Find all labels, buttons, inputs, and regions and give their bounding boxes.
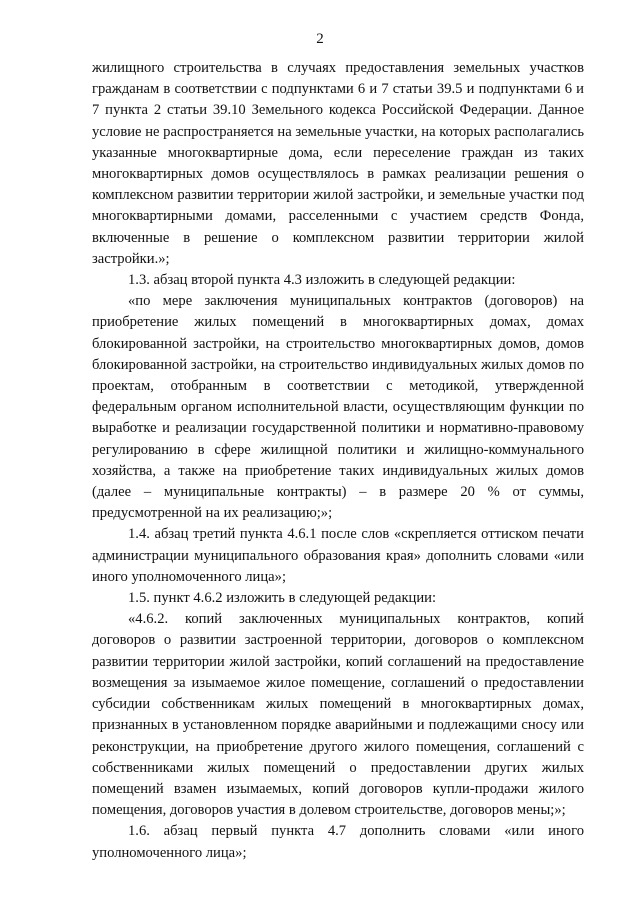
paragraph-continuation: жилищного строительства в случаях предоставления земельных участков гражданам в соответствии с подпунктами 6 и 7 статьи 39.5 и подпунктами 6 и 7 пункта 2 статьи 39.10 Земельного кодекса Российской Федерации. Данное условие не распространяется на земельные участки, на которых располагались указанные многоквартирные дома, если переселение граждан из таких многоквартирных домов осуществлялось в рамках реализации решения о комплексном развитии территории жилой застройки, и земельные участки под многоквартирными домами, расселенными с участием средств Фонда, включенные в решение о комплексном развитии территории жилой застройки.»; [92, 60, 584, 267]
document-body [92, 58, 584, 864]
paragraph-item-1-3: 1.3. абзац второй пункта 4.3 изложить в следующей редакции: [128, 272, 516, 289]
paragraph-item-1-5: 1.5. пункт 4.6.2 изложить в следующей редакции: [128, 590, 437, 607]
paragraph-quote-4-6-2: «4.6.2. копий заключенных муниципальных контрактов, копий договоров о развитии застроенной территории, договоров о комплексном развитии территории жилой застройки, копий соглашений на предоставление возмещения за изымаемое жилое помещение, соглашений о предоставлении субсидии собственникам жилых помещений в многоквартирных домах, признанных в установленном порядке аварийными и подлежащими сносу или реконструкции, на приобретение другого жилого помещения, соглашений с собственниками жилых помещений о предоставлении других жилых помещений взамен изымаемых, копий договоров купли-продажи жилого помещения, договоров участия в долевом строительстве, договоров мены;»; [92, 611, 584, 819]
page-number: 2 [316, 31, 324, 47]
paragraph-item-1-6: 1.6. абзац первый пункта 4.7 дополнить словами «или иного уполномоченного лица»; [92, 823, 584, 861]
paragraph-quote-4-3: «по мере заключения муниципальных контрактов (договоров) на приобретение жилых помещений в многоквартирных домах, домах блокированной застройки, на строительство многоквартирных домов, домов блокированной застройки, на строительство индивидуальных жилых домов по проектам, отобранным в соответствии с методикой, утвержденной федеральным органом исполнительной власти, осуществляющим функции по выработке и реализации государственной политики и нормативно-правовому регулированию в сфере жилищной политики и жилищно-коммунального хозяйства, а также на приобретение таких индивидуальных жилых домов (далее – муниципальные контракты) – в размере 20 % от суммы, предусмотренной на их реализацию;»; [92, 293, 584, 522]
paragraph-item-1-4: 1.4. абзац третий пункта 4.6.1 после слов «скрепляется оттиском печати администрации муниципального образования края» дополнить словами «или иного уполномоченного лица»; [92, 526, 584, 585]
